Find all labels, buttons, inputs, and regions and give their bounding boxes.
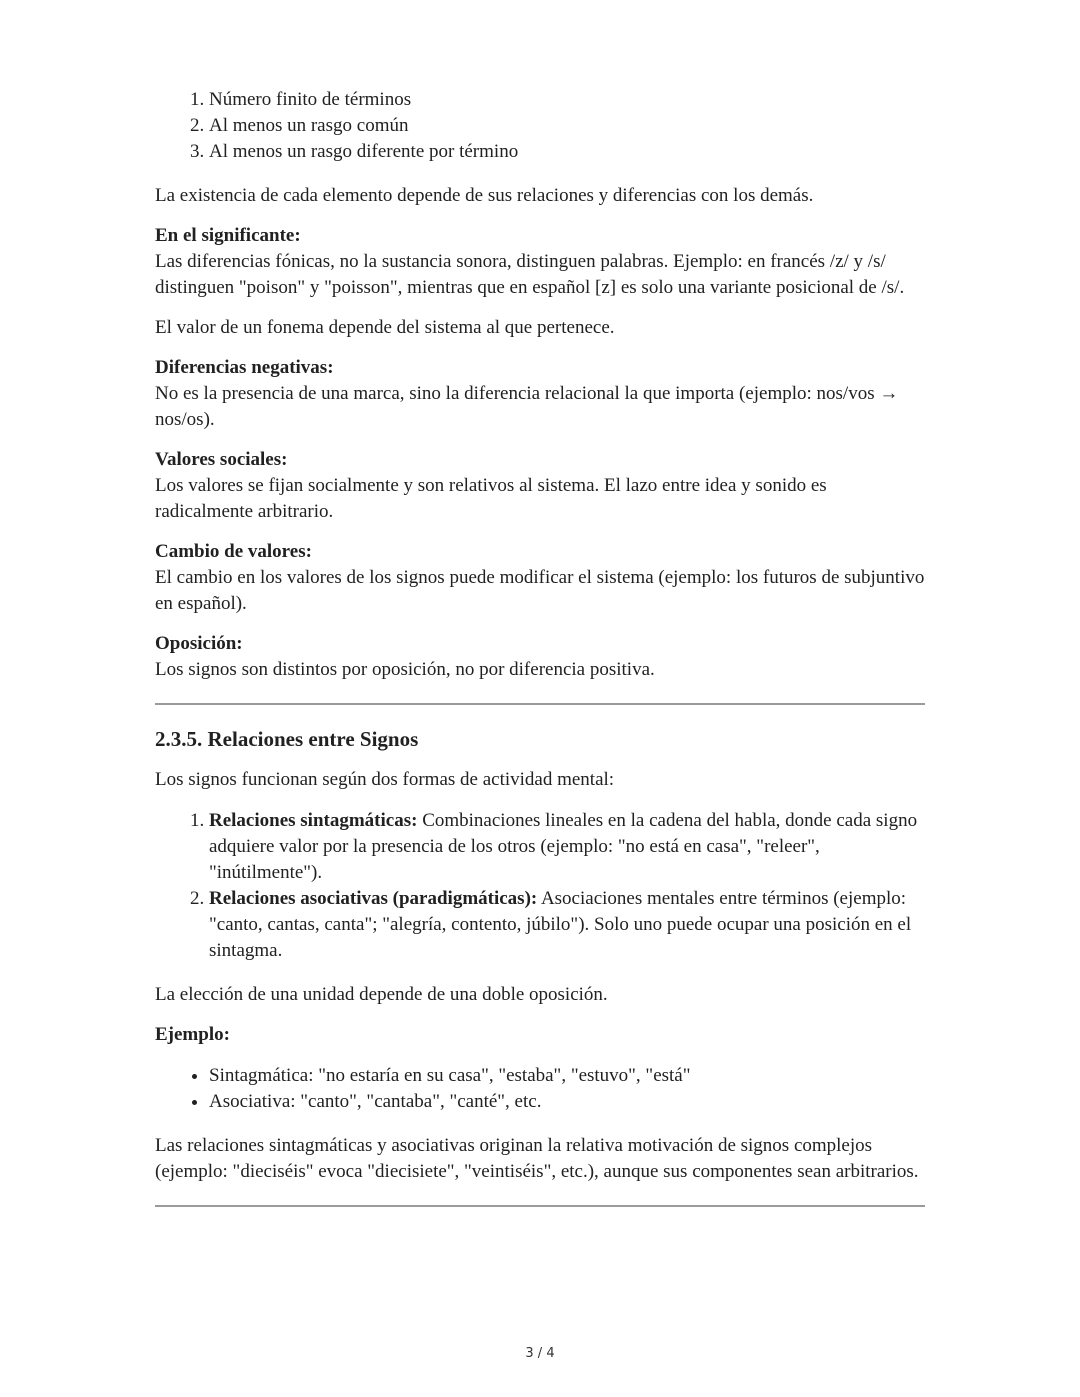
paragraph-label: Oposición:: [155, 633, 243, 654]
relations-list: [155, 808, 925, 964]
paragraph-text: Los valores se fijan socialmente y son relativos al sistema. El lazo entre idea y sonido es radicalmente arbitrario.: [155, 475, 827, 522]
page-footer: [0, 1346, 1080, 1361]
list-item: • Sintagmática: "no estaría en su casa", "estaba", "estuvo", "está": [209, 1063, 925, 1089]
paragraph-eleccion: La elección de una unidad depende de una doble oposición.: [155, 984, 608, 1005]
labeled-paragraph-sociales: [155, 447, 925, 525]
paragraph-label: Cambio de valores:: [155, 541, 312, 562]
list-item: 2. Al menos un rasgo común: [209, 113, 925, 139]
paragraph-text: Los signos son distintos por oposición, no por diferencia positiva.: [155, 659, 655, 680]
paragraph-existencia: La existencia de cada elemento depende de sus relaciones y diferencias con los demás.: [155, 185, 814, 206]
ejemplo-label-paragraph: [155, 1022, 925, 1048]
criteria-list: [155, 87, 925, 165]
paragraph-label: En el significante:: [155, 225, 301, 246]
labeled-paragraph-cambio: [155, 539, 925, 617]
section-divider: [155, 1205, 925, 1207]
item-label: Relaciones sintagmáticas:: [209, 810, 418, 831]
list-item: 3. Al menos un rasgo diferente por término: [209, 139, 925, 165]
paragraph-text: Las diferencias fónicas, no la sustancia sonora, distinguen palabras. Ejemplo: en francés /z/ y /s/ distinguen "poison" y "poisson", mientras que en español [z] es solo una variante posicional de /s/.: [155, 251, 905, 298]
section-heading: 2.3.5. Relaciones entre Signos: [155, 727, 419, 751]
item-label: Relaciones asociativas (paradigmáticas):: [209, 888, 538, 909]
paragraph-label: Diferencias negativas:: [155, 357, 334, 378]
item-text: Combinaciones lineales en la cadena del habla, donde cada signo adquiere valor por la presencia de los otros (ejemplo: "no está en casa", "releer", "inútilmente").: [209, 810, 918, 883]
section-divider: [155, 703, 925, 705]
paragraph-fonema: El valor de un fonema depende del sistema al que pertenece.: [155, 317, 615, 338]
item-text: Asociaciones mentales entre términos (ejemplo: "canto, cantas, canta"; "alegría, contento, júbilo"). Solo uno puede ocupar una posición en el sintagma.: [209, 888, 912, 961]
list-item: 1. Número finito de términos: [209, 87, 925, 113]
labeled-paragraph-negativas: [155, 355, 925, 433]
paragraph-text: No es la presencia de una marca, sino la diferencia relacional la que importa (ejemplo: nos/vos → nos/os).: [155, 383, 899, 430]
page-indicator: 3 / 4: [525, 1346, 555, 1361]
list-item: • Asociativa: "canto", "cantaba", "canté", etc.: [209, 1089, 925, 1115]
document-content: [155, 72, 925, 1227]
paragraph-label: Valores sociales:: [155, 449, 288, 470]
list-item: [209, 808, 925, 886]
paragraph-section-intro: Los signos funcionan según dos formas de actividad mental:: [155, 769, 615, 790]
paragraph-label: Ejemplo:: [155, 1024, 230, 1045]
list-item: [209, 886, 925, 964]
labeled-paragraph-significante: [155, 223, 925, 301]
paragraph-motivacion: Las relaciones sintagmáticas y asociativas originan la relativa motivación de signos complejos (ejemplo: "dieciséis" evoca "diecisiete", "veintiséis", etc.), aunque sus componentes sean arbitrarios.: [155, 1135, 919, 1182]
paragraph-text: El cambio en los valores de los signos puede modificar el sistema (ejemplo: los futuros de subjuntivo en español).: [155, 567, 925, 614]
labeled-paragraph-oposicion: [155, 631, 925, 683]
ejemplo-list: [155, 1063, 925, 1115]
